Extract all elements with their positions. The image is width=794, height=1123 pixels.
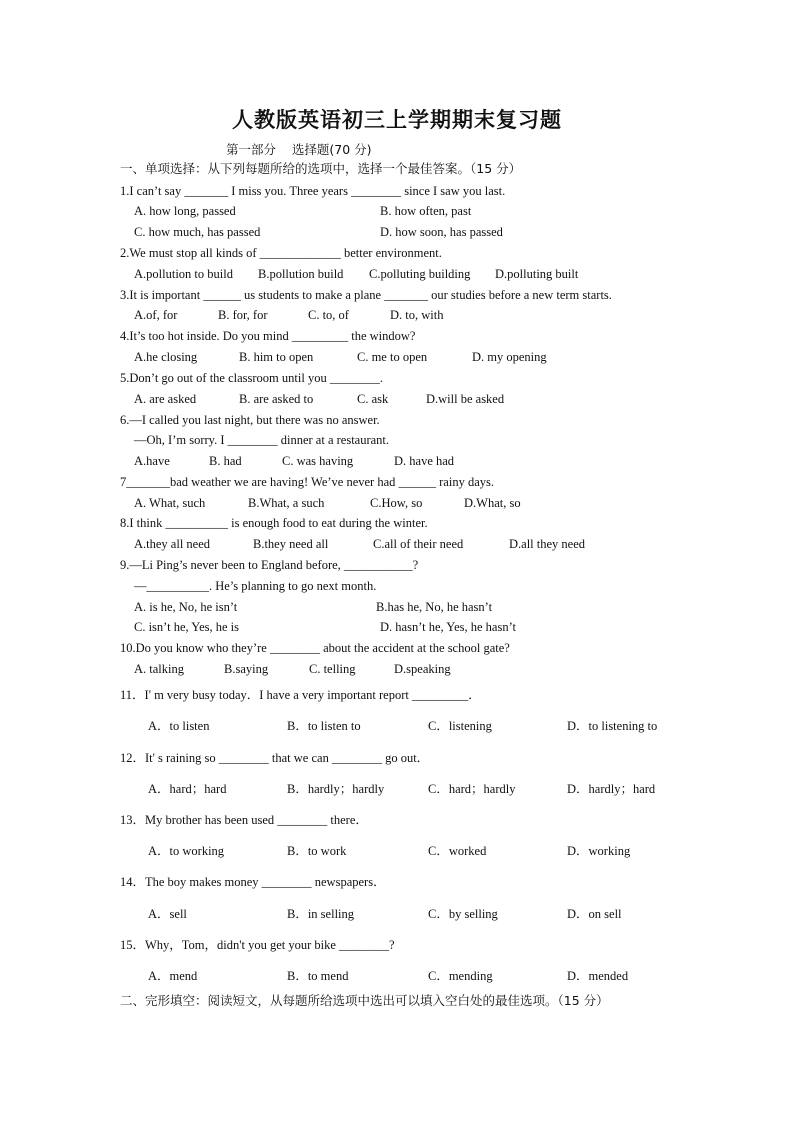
question-6-stem: 6.—I called you last night, but there was no answer. <box>120 413 380 427</box>
question-10-option-a: A. talking <box>134 662 184 676</box>
question-15-option-a: A．mend <box>148 969 198 983</box>
question-13-option-d: D．working <box>567 844 631 858</box>
question-13-option-b: B．to work <box>287 844 347 858</box>
question-8-option-a: A.they all need <box>134 537 211 551</box>
question-10-stem: 10.Do you know who they’re ________ about the accident at the school gate? <box>120 641 510 655</box>
question-6-option-c: C. was having <box>282 454 354 468</box>
question-13-stem: 13．My brother has been used ________ there． <box>120 813 368 827</box>
question-1-option-d: D. how soon, has passed <box>380 225 503 239</box>
question-11-stem: 11．I' m very busy today．I have a very important report _________． <box>120 688 481 702</box>
question-2-stem: 2.We must stop all kinds of _____________ better environment. <box>120 246 442 260</box>
question-5-stem: 5.Don’t go out of the classroom until you ________. <box>120 371 383 385</box>
question-14-option-c: C．by selling <box>428 907 498 921</box>
question-7-option-b: B.What, a such <box>248 496 325 510</box>
question-14-option-d: D．on sell <box>567 907 622 921</box>
question-3-option-c: C. to, of <box>308 308 349 322</box>
question-3-stem: 3.It is important ______ us students to make a plane _______ our studies before a new term starts. <box>120 288 612 302</box>
question-5-option-d: D.will be asked <box>426 392 505 406</box>
question-5-option-a: A. are asked <box>134 392 197 406</box>
question-14-option-a: A．sell <box>148 907 187 921</box>
question-6-option-a: A.have <box>134 454 170 468</box>
question-14-option-b: B．in selling <box>287 907 355 921</box>
question-12-stem: 12．It' s raining so ________ that we can ________ go out． <box>120 751 430 765</box>
question-7-option-d: D.What, so <box>464 496 521 510</box>
question-9-option-d: D. hasn’t he, Yes, he hasn’t <box>380 620 516 634</box>
question-9-stem-2: —__________. He’s planning to go next month. <box>134 579 377 593</box>
question-6-option-d: D. have had <box>394 454 455 468</box>
question-4-option-c: C. me to open <box>357 350 428 364</box>
question-3-option-a: A.of, for <box>134 308 178 322</box>
question-10-option-c: C. telling <box>309 662 356 676</box>
question-7-stem: 7_______bad weather we are having! We’ve never had ______ rainy days. <box>120 475 494 489</box>
question-15-option-c: C．mending <box>428 969 493 983</box>
question-9-stem: 9.—Li Ping’s never been to England before, ___________? <box>120 558 419 572</box>
question-8-option-c: C.all of their need <box>373 537 464 551</box>
question-8-option-b: B.they need all <box>253 537 329 551</box>
question-6-stem-2: —Oh, I’m sorry. I ________ dinner at a restaurant. <box>134 433 390 447</box>
question-2-option-d: D.polluting built <box>495 267 579 281</box>
question-12-option-a: A．hard；hard <box>148 782 227 796</box>
question-1-option-b: B. how often, past <box>380 204 472 218</box>
question-11-option-d: D．to listening to <box>567 719 658 733</box>
question-14-stem: 14．The boy makes money ________ newspapers． <box>120 875 386 889</box>
question-4-stem: 4.It’s too hot inside. Do you mind _________ the window? <box>120 329 416 343</box>
question-4-option-b: B. him to open <box>239 350 314 364</box>
question-3-option-d: D. to, with <box>390 308 444 322</box>
section-heading-2: 二、完形填空：阅读短文，从每题所给选项中选出可以填入空白处的最佳选项。（15 分） <box>120 993 609 1008</box>
question-2-option-b: B.pollution build <box>258 267 344 281</box>
question-4-option-a: A.he closing <box>134 350 198 364</box>
question-4-option-d: D. my opening <box>472 350 547 364</box>
question-3-option-b: B. for, for <box>218 308 268 322</box>
question-11-option-c: C．listening <box>428 719 492 733</box>
question-12-option-d: D．hardly；hard <box>567 782 656 796</box>
question-2-option-c: C.polluting building <box>369 267 471 281</box>
question-11-option-a: A．to listen <box>148 719 210 733</box>
question-8-option-d: D.all they need <box>509 537 586 551</box>
question-12-option-c: C．hard；hardly <box>428 782 516 796</box>
question-15-option-d: D．mended <box>567 969 629 983</box>
section-heading-1: 一、单项选择：从下列每题所给的选项中，选择一个最佳答案。（15 分） <box>120 161 522 176</box>
question-1-stem: 1.I can’t say _______ I miss you. Three years ________ since I saw you last. <box>120 184 506 198</box>
question-13-option-a: A．to working <box>148 844 225 858</box>
question-9-option-b: B.has he, No, he hasn’t <box>376 600 493 614</box>
question-15-option-b: B．to mend <box>287 969 349 983</box>
page-title: 人教版英语初三上学期期末复习题 <box>232 108 562 132</box>
question-2-option-a: A.pollution to build <box>134 267 233 281</box>
question-8-stem: 8.I think __________ is enough food to eat during the winter. <box>120 516 428 530</box>
question-10-option-d: D.speaking <box>394 662 451 676</box>
question-7-option-a: A. What, such <box>134 496 206 510</box>
question-11-option-b: B．to listen to <box>287 719 361 733</box>
part-subtitle: 第一部分 选择题(70 分) <box>226 142 372 157</box>
question-5-option-c: C. ask <box>357 392 389 406</box>
question-10-option-b: B.saying <box>224 662 269 676</box>
question-7-option-c: C.How, so <box>370 496 423 510</box>
question-1-option-c: C. how much, has passed <box>134 225 261 239</box>
question-5-option-b: B. are asked to <box>239 392 314 406</box>
question-9-option-a: A. is he, No, he isn’t <box>134 600 238 614</box>
question-1-option-a: A. how long, passed <box>134 204 236 218</box>
question-9-option-c: C. isn’t he, Yes, he is <box>134 620 239 634</box>
question-13-option-c: C．worked <box>428 844 487 858</box>
question-12-option-b: B．hardly；hardly <box>287 782 385 796</box>
question-6-option-b: B. had <box>209 454 242 468</box>
question-15-stem: 15．Why，Tom，didn't you get your bike ________? <box>120 938 395 952</box>
